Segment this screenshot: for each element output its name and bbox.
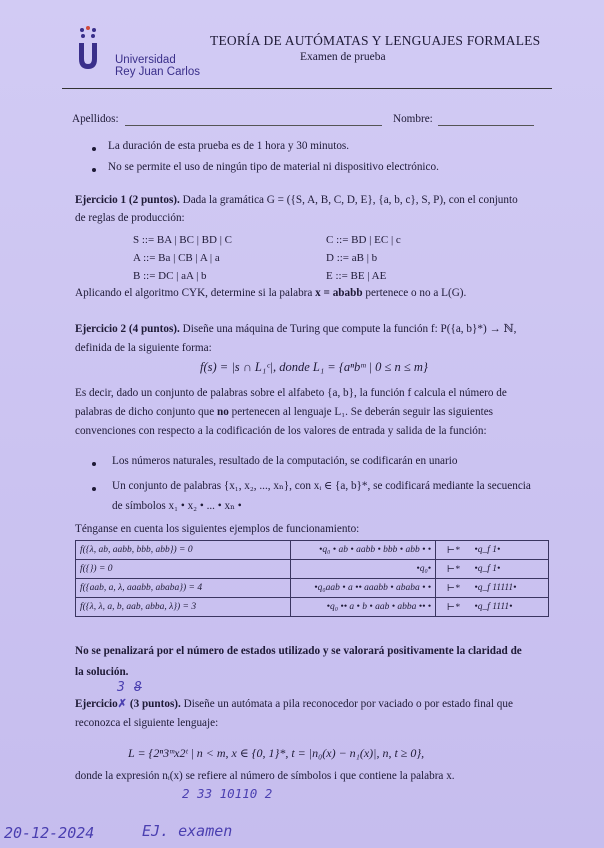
- note-line-a: No se penalizará por el número de estados utilizado y se valorará positivamente la claridad de: [75, 645, 522, 657]
- ex1-intro: [75, 193, 518, 208]
- handwritten-date: 20-12-2024: [4, 824, 95, 842]
- ex1-question-pre: Aplicando el algoritmo CYK, determine si la palabra: [75, 287, 313, 299]
- table-row: [76, 598, 549, 617]
- course-title: TEORÍA DE AUTÓMATAS Y LENGUAJES FORMALES: [210, 33, 541, 48]
- grammar-rule: E ::= BE | AE: [326, 270, 387, 282]
- university-logo-icon: [76, 25, 102, 73]
- ex1-heading: Ejercicio 1 (2 puntos).: [75, 194, 180, 206]
- grammar-rule: D ::= aB | b: [326, 252, 378, 264]
- handwritten-label: EJ. examen: [142, 822, 233, 840]
- example-input: •q₀•: [291, 560, 436, 579]
- grammar-rule: C ::= BD | EC | c: [326, 234, 401, 246]
- example-output: •q_f 11111•: [470, 579, 548, 598]
- ex2-intro: [75, 322, 516, 337]
- ex1-question-post: pertenece o no a L(G).: [365, 287, 467, 299]
- example-yields: ⊢*: [436, 541, 471, 560]
- ex3-heading: Ejercicio: [75, 698, 118, 710]
- ex1-question: [75, 286, 466, 301]
- ex3-text: Diseñe un autómata a pila reconocedor por vaciado o por estado final que: [183, 698, 513, 710]
- ex1-word: x = ababb: [315, 287, 363, 299]
- ex2-text: Diseñe una máquina de Turing que compute la función f: P({a, b}*) → ℕ,: [182, 323, 517, 335]
- example-output: •q_f 1•: [470, 541, 548, 560]
- example-function: f({}) = 0: [76, 560, 291, 579]
- example-input: •q₀ •• a • b • aab • abba •• •: [291, 598, 436, 617]
- bullet: [92, 487, 96, 491]
- ex3-intro: [75, 697, 513, 712]
- ex2-bullet-1: Los números naturales, resultado de la computación, se codificarán en unario: [112, 455, 458, 467]
- ex3-text-b: reconozca el siguiente lenguaje:: [75, 717, 219, 729]
- ex2-para-b-pre: palabras de dicho conjunto que: [75, 406, 215, 418]
- ex2-para-a: Es decir, dado un conjunto de palabras sobre el alfabeto {a, b}, la función f calcula el número de: [75, 387, 507, 399]
- ex2-para-b-post: pertenecen al lenguaje L₁. Se deberán seguir las siguientes: [231, 406, 494, 418]
- handwritten-strike: 8: [134, 680, 142, 695]
- ex2-para-b: [75, 405, 493, 420]
- ex3-text-c: donde la expresión nᵢ(x) se refiere al número de símbolos i que contiene la palabra x.: [75, 770, 455, 782]
- example-function: f({λ, λ, a, b, aab, abba, λ}) = 3: [76, 598, 291, 617]
- grammar-rule: A ::= Ba | CB | A | a: [133, 252, 220, 264]
- ex2-bullet-2a: Un conjunto de palabras {x₁, x₂, ..., xₙ}, con xᵢ ∈ {a, b}*, se codificará mediante la secuencia: [112, 480, 531, 492]
- handwritten-number: 3: [117, 680, 125, 695]
- ex1-text: Dada la gramática G = ({S, A, B, C, D, E}, {a, b, c}, S, P), con el conjunto: [182, 194, 518, 206]
- examples-table: [75, 540, 549, 617]
- university-name-line2: Rey Juan Carlos: [115, 66, 201, 78]
- grammar-rule: S ::= BA | BC | BD | C: [133, 234, 233, 246]
- header-divider: [62, 88, 552, 89]
- example-output: •q_f 1111•: [470, 598, 548, 617]
- example-yields: ⊢*: [436, 560, 471, 579]
- ex3-heading-points: (3 puntos).: [129, 698, 181, 710]
- example-input: •q₀ • ab • aabb • bbb • abb • •: [291, 541, 436, 560]
- ex2-examples-intro: Ténganse en cuenta los siguientes ejemplos de funcionamiento:: [75, 523, 360, 535]
- example-function: f({aab, a, λ, aaabb, ababa}) = 4: [76, 579, 291, 598]
- nombre-field[interactable]: [438, 125, 534, 126]
- bullet: [92, 147, 96, 151]
- ex2-para-c: convenciones con respecto a la codificación de los valores de entrada y salida de la función:: [75, 425, 487, 437]
- ex3-heading-scribble: ✗: [117, 698, 128, 710]
- table-row: [76, 579, 549, 598]
- example-output: •q_f 1•: [470, 560, 548, 579]
- nombre-label: Nombre:: [393, 113, 433, 125]
- bullet: [92, 168, 96, 172]
- ex3-formula: L = {2ⁿ3ᵐx2ᵗ | n < m, x ∈ {0, 1}*, t = |n₀(x) − n₁(x)|, n, t ≥ 0},: [128, 746, 425, 760]
- ex2-text-b: definida de la siguiente forma:: [75, 342, 212, 354]
- instruction-materials: No se permite el uso de ningún tipo de material ni dispositivo electrónico.: [108, 161, 439, 173]
- apellidos-field[interactable]: [125, 125, 382, 126]
- grammar-rule: B ::= DC | aA | b: [133, 270, 207, 282]
- table-row: [76, 560, 549, 579]
- ex2-heading: Ejercicio 2 (4 puntos).: [75, 323, 180, 335]
- apellidos-label: Apellidos:: [72, 113, 119, 125]
- ex1-text-b: de reglas de producción:: [75, 212, 185, 224]
- instruction-duration: La duración de esta prueba es de 1 hora y 30 minutos.: [108, 140, 350, 152]
- ex2-para-b-bold: no: [216, 406, 229, 418]
- example-yields: ⊢*: [436, 579, 471, 598]
- exam-type: Examen de prueba: [300, 51, 386, 63]
- handwritten-example-word: 2 33 10110 2: [182, 786, 273, 801]
- note-line-b: la solución.: [75, 666, 129, 678]
- example-input: •q₀aab • a •• aaabb • ababa • •: [291, 579, 436, 598]
- university-logo: [76, 25, 102, 73]
- example-yields: ⊢*: [436, 598, 471, 617]
- ex2-formula: f(s) = |s ∩ L₁ᶜ|, donde L₁ = {aⁿbᵐ | 0 ≤ n ≤ m}: [200, 360, 428, 374]
- table-row: [76, 541, 549, 560]
- bullet: [92, 462, 96, 466]
- university-name-line1: Universidad: [115, 54, 176, 66]
- ex2-bullet-2b: de símbolos x₁ • x₂ • ... • xₙ •: [112, 500, 242, 512]
- example-function: f({λ, ab, aabb, bbb, abb}) = 0: [76, 541, 291, 560]
